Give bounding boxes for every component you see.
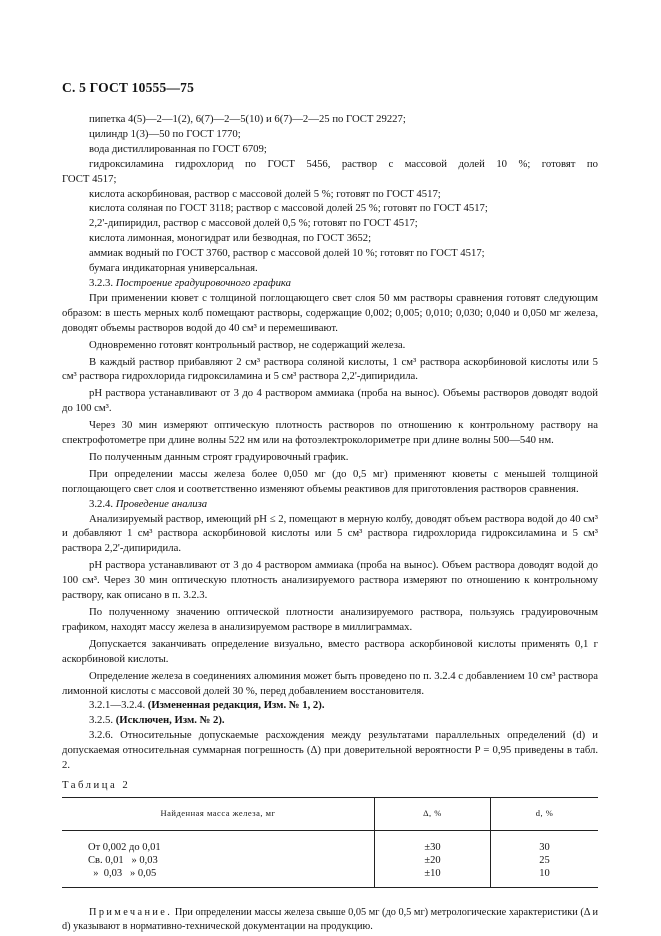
column-header: Найденная масса железа, мг [62, 797, 375, 830]
table-cell: ±30 [375, 830, 491, 854]
table-header-row [62, 797, 598, 830]
mass-range: Св. 0,01 » 0,03 [88, 854, 158, 866]
column-header: d, % [491, 797, 599, 830]
paragraph: Одновременно готовят контрольный раствор, не содержащий железа. [89, 338, 406, 351]
reagent-line: 2,2'-дипиридил, раствор с массовой долей 0,5 %; готовят по ГОСТ 4517; [89, 217, 418, 230]
page-header: С. 5 ГОСТ 10555—75 [62, 80, 195, 95]
table-row [62, 830, 598, 854]
amendment-text: (Измененная редакция, Изм. № 1, 2). [147, 699, 325, 712]
reagent-line: аммиак водный по ГОСТ 3760, раствор с массовой долей 10 %; готовят по ГОСТ 4517; [89, 247, 485, 260]
paragraph: Анализируемый раствор, имеющий pH ≤ 2, помещают в мерную колбу, доводят объем раствора водой до 40 см³ и добавляют 1 см³ раствора аскорбиновой кислоты или 5 см³ раствора гидрохлорида гидроксиламина и 5 см³ раствора 2,2'-дипиридила. [62, 512, 598, 555]
paragraph: Определение железа в соединениях алюминия может быть проведено по п. 3.2.4 с добавлением 10 см³ раствора лимонной кислоты с массовой долей 30 %, перед добавлением восстановителя. [62, 669, 598, 697]
mass-range: » 0,03 » 0,05 [88, 867, 157, 879]
section-title: Построение градуировочного графика [115, 276, 291, 289]
section-number: 3.2.5. [89, 714, 114, 727]
table-cell: ±20 [375, 854, 491, 867]
amendment-text: (Исключен, Изм. № 2). [115, 714, 225, 727]
table-cell [62, 830, 375, 854]
document-body [62, 112, 598, 935]
paragraph: Через 30 мин измеряют оптическую плотность растворов по отношению к контрольному раствору на спектрофотометре при длине волны 522 нм или на фотоэлектроколориметре при длине волны 500—540 нм. [62, 419, 598, 447]
paragraph: 3.2.6. Относительные допускаемые расхождения между результатами параллельных определений (d) и допускаемая относительная суммарная погрешность (Δ) при доверительной вероятности P = 0,95 приведены в табл. 2. [62, 729, 598, 772]
note-label: Примечание. [89, 906, 173, 918]
table-cell: 10 [491, 867, 599, 888]
table-cell [62, 854, 375, 867]
paragraph: pH раствора устанавливают от 3 до 4 раствором аммиака (проба на вынос). Объемы растворов доводят водой до 100 см³. [62, 387, 598, 415]
paragraph: По полученным данным строят градуировочный график. [89, 450, 349, 463]
paragraph: В каждый раствор прибавляют 2 см³ раствора соляной кислоты, 1 см³ раствора аскорбиновой кислоты или 5 см³ раствора гидрохлорида гидроксиламина и 5 см³ раствора 2,2'-дипиридила. [62, 355, 598, 383]
amendment-note [62, 713, 598, 728]
table-cell: 30 [491, 830, 599, 854]
section-heading-3-2-4 [62, 497, 598, 512]
paragraph: При определении массы железа более 0,050 мг (до 0,5 мг) применяют кюветы с меньшей толщиной поглощающего свет слоя и соответственно изменяют объемы реактивов для приготовления растворов сравнения. [62, 467, 598, 495]
reagent-line: гидроксиламина гидрохлорид по ГОСТ 5456, раствор с массовой долей 10 %; готовят по [89, 157, 598, 170]
reagent-line: кислота аскорбиновая, раствор с массовой долей 5 %; готовят по ГОСТ 4517; [89, 187, 441, 200]
amendment-note [62, 698, 598, 713]
table-cell [62, 867, 375, 888]
table-cell: 25 [491, 854, 599, 867]
table-2 [62, 797, 598, 888]
table-row [62, 854, 598, 867]
section-number: 3.2.4. [89, 497, 114, 510]
table-caption: Таблица 2 [62, 778, 131, 791]
reagent-line: пипетка 4(5)—2—1(2), 6(7)—2—5(10) и 6(7)—2—25 по ГОСТ 29227; [89, 113, 406, 125]
paragraph: При применении кювет с толщиной поглощающего свет слоя 50 мм растворы сравнения готовят следующим образом: в шесть мерных колб помещают растворы, содержащие 0,002; 0,005; 0,010; 0,030; 0,040 и 0,050 мг железа, доводят объемы растворов водой до 40 см³ и перемешивают. [62, 291, 598, 334]
reagent-line: бумага индикаторная универсальная. [89, 262, 258, 275]
paragraph: pH раствора устанавливают от 3 до 4 раствором аммиака (проба на вынос). Объем раствора доводят водой до 100 см³. Через 30 мин оптическую плотность анализируемого раствора измеряют по отношению к контрольному раствору, как описано в п. 3.2.3. [62, 559, 598, 602]
table-cell: ±10 [375, 867, 491, 888]
section-number: 3.2.3. [89, 276, 114, 289]
reagent-line: кислота соляная по ГОСТ 3118; раствор с массовой долей 25 %; готовят по ГОСТ 4517; [89, 202, 488, 215]
mass-range: От 0,002 до 0,01 [88, 841, 161, 853]
paragraph: По полученному значению оптической плотности анализируемого раствора, пользуясь градуировочным графиком, находят массу железа в анализируемом растворе в миллиграммах. [62, 606, 598, 633]
section-heading-3-2-3 [62, 276, 598, 291]
reagent-line: цилиндр 1(3)—50 по ГОСТ 1770; [89, 127, 241, 140]
table-note [62, 906, 598, 935]
section-number: 3.2.1—3.2.4. [89, 699, 146, 712]
reagent-line: кислота лимонная, моногидрат или безводная, по ГОСТ 3652; [89, 232, 372, 245]
column-header: Δ, % [375, 797, 491, 830]
note-text: При определении массы железа свыше 0,05 мг (до 0,5 мг) метрологические характеристики (Δ и d) указывают в нормативно-технической документации на продукцию. [62, 906, 598, 933]
reagent-line: вода дистиллированная по ГОСТ 6709; [89, 142, 267, 155]
section-title: Проведение анализа [115, 497, 208, 510]
table-row [62, 867, 598, 888]
paragraph: Допускается заканчивать определение визуально, вместо раствора аскорбиновой кислоты применять 0,1 г аскорбиновой кислоты. [62, 637, 598, 665]
reagent-line: ГОСТ 4517; [62, 172, 117, 185]
